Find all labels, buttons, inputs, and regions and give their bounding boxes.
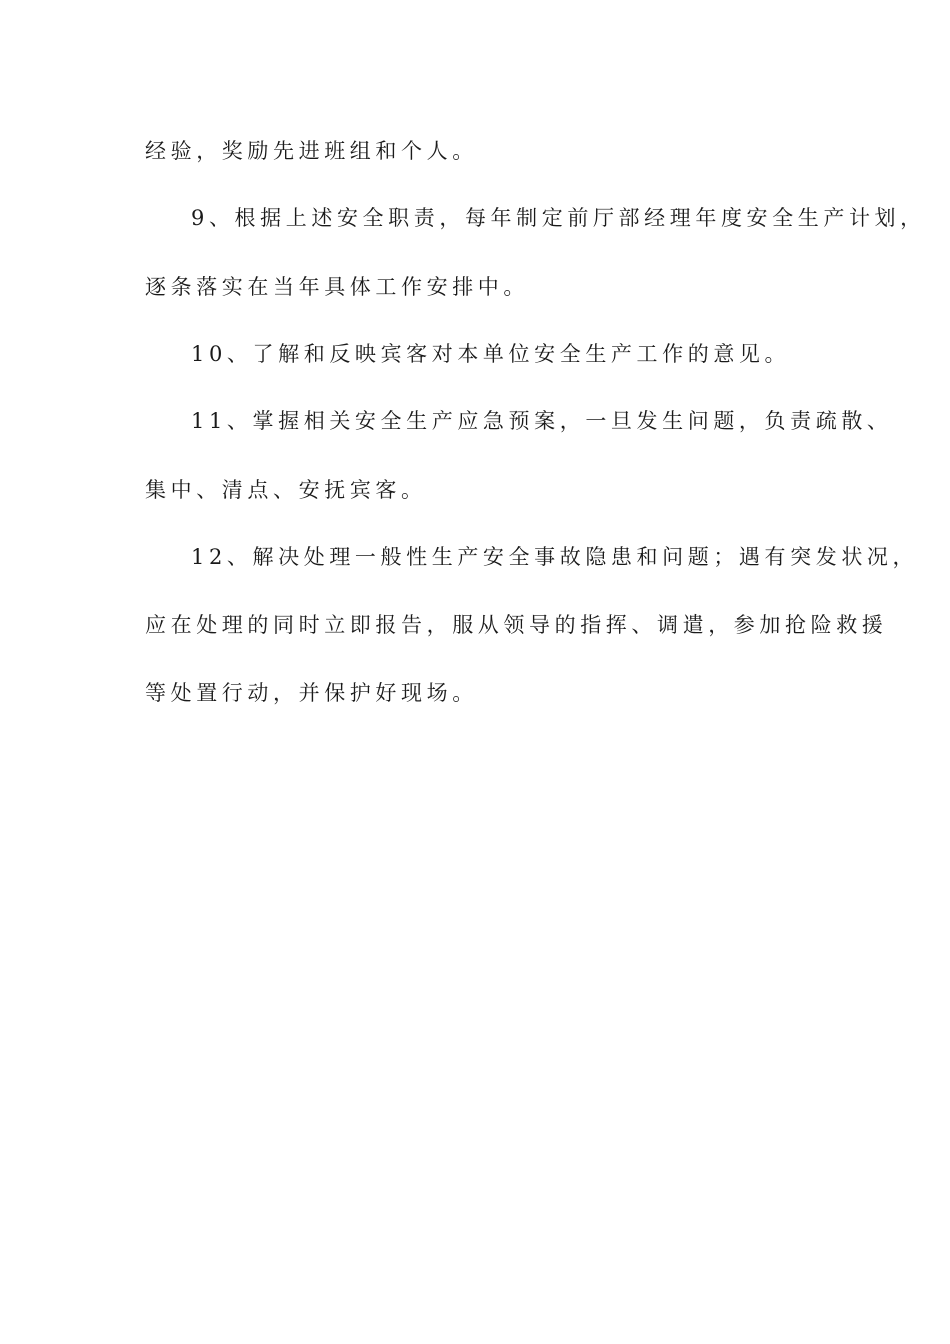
text-line: 应在处理的同时立即报告，服从领导的指挥、调遣，参加抢险救援: [145, 613, 888, 637]
text-line: 逐条落实在当年具体工作安排中。: [145, 275, 529, 299]
text-line-item-10: 10、了解和反映宾客对本单位安全生产工作的意见。: [191, 342, 791, 366]
text-line-item-12: 12、解决处理一般性生产安全事故隐患和问题；遇有突发状况，: [191, 545, 919, 569]
text-line: 集中、清点、安抚宾客。: [145, 478, 427, 502]
text-line: 等处置行动，并保护好现场。: [145, 681, 478, 705]
text-line-item-11: 11、掌握相关安全生产应急预案，一旦发生问题，负责疏散、: [191, 409, 893, 433]
text-line: 经验，奖励先进班组和个人。: [145, 139, 478, 163]
text-line-item-9: 9、根据上述安全职责，每年制定前厅部经理年度安全生产计划，: [191, 206, 926, 230]
